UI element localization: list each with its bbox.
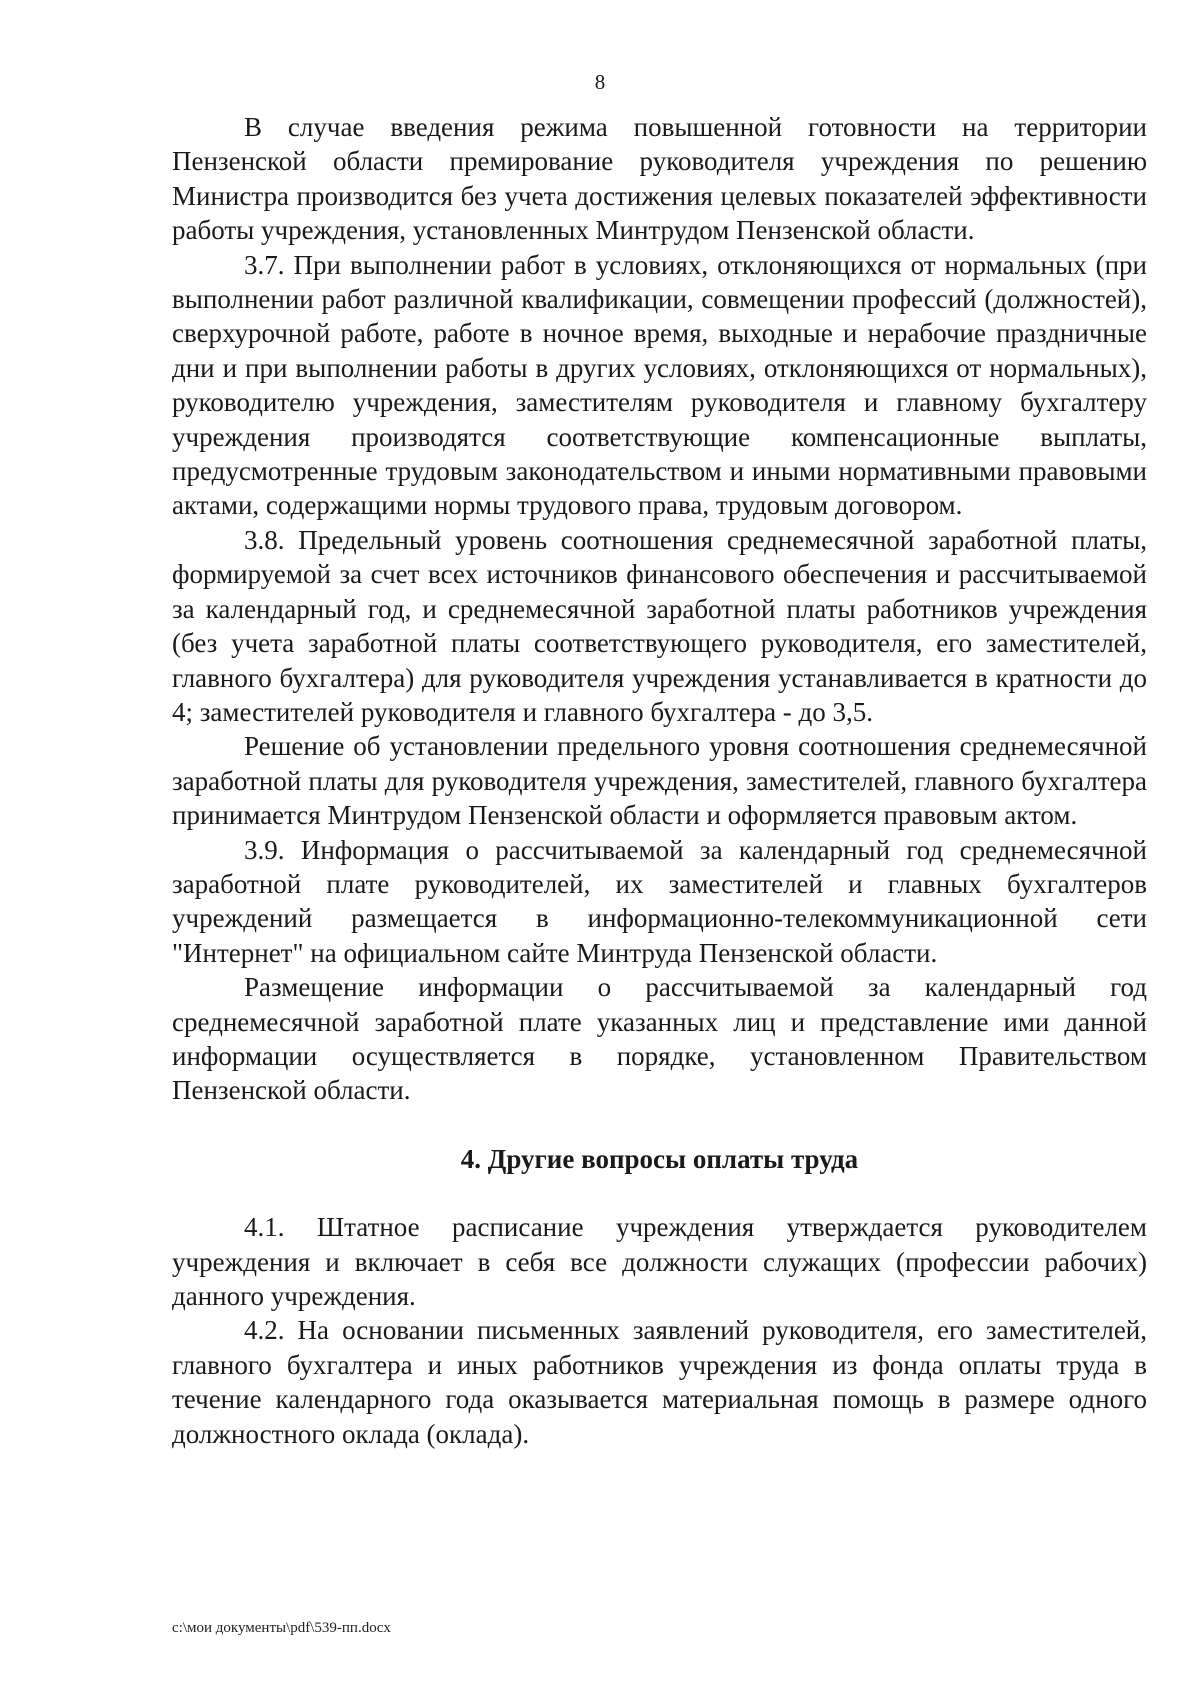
paragraph-decision: Решение об установлении предельного уровня соотношения среднемесячной заработной платы для руководителя учреждения, заместителей, главного бухгалтера принимается Минтрудом Пензенской области и оформляется правовым актом. <box>172 731 1147 831</box>
paragraph-3-9: 3.9. Информация о рассчитываемой за календарный год среднемесячной заработной плате руководителей, их заместителей и главных бухгалтеров учреждений размещается в информационно-телекоммуникационной сети "Интернет" на официальном сайте Минтруда Пензенской области. <box>172 834 1147 968</box>
paragraph-3-7: 3.7. При выполнении работ в условиях, отклоняющихся от нормальных (при выполнении работ различной квалификации, совмещении профессий (должностей), сверхурочной работе, работе в ночное время, выходные и нерабочие праздничные дни и при выполнении работы в других условиях, отклоняющихся от нормальных), руководителю учреждения, заместителям руководителя и главному бухгалтеру учреждения производятся соответствующие компенсационные выплаты, предусмотренные трудовым законодательством и иными нормативными правовыми актами, содержащими нормы трудового права, трудовым договором. <box>172 249 1147 521</box>
document-body <box>172 110 1147 1451</box>
paragraph-3-8: 3.8. Предельный уровень соотношения среднемесячной заработной платы, формируемой за счет всех источников финансового обеспечения и рассчитываемой за календарный год, и среднемесячной заработной платы работников учреждения (без учета заработной платы соответствующего руководителя, его заместителей, главного бухгалтера) для руководителя учреждения устанавливается в кратности до 4; заместителей руководителя и главного бухгалтера - до 3,5. <box>172 524 1147 727</box>
paragraph-placement: Размещение информации о рассчитываемой за календарный год среднемесячной заработной плате указанных лиц и представление ими данной информации осуществляется в порядке, установленном Правительством Пензенской области. <box>172 972 1147 1106</box>
paragraph-4-1: 4.1. Штатное расписание учреждения утверждается руководителем учреждения и включает в себя все должности служащих (профессии рабочих) данного учреждения. <box>172 1212 1147 1311</box>
paragraph-4-2: 4.2. На основании письменных заявлений руководителя, его заместителей, главного бухгалтера и иных работников учреждения из фонда оплаты труда в течение календарного года оказывается материальная помощь в размере одного должностного оклада (оклада). <box>172 1315 1147 1449</box>
section-heading: 4. Другие вопросы оплаты труда <box>460 1143 859 1174</box>
paragraph-emergency-bonus: В случае введения режима повышенной готовности на территории Пензенской области премирование руководителя учреждения по решению Министра производится без учета достижения целевых показателей эффективности работы учреждения, установленных Минтрудом Пензенской области. <box>172 112 1147 246</box>
footer-file-path: c:\мои документы\pdf\539-пп.docx <box>172 1620 391 1636</box>
page-number: 8 <box>594 70 606 94</box>
